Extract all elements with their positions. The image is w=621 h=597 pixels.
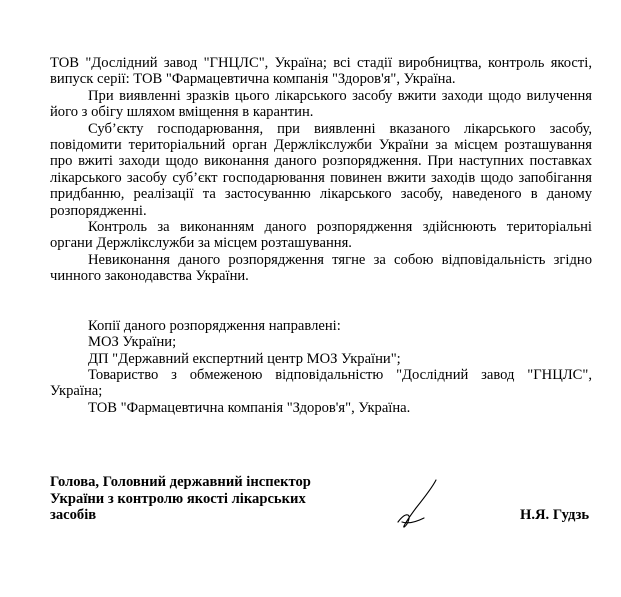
paragraph-quarantine: При виявленні зразків цього лікарського засобу вжити заходи щодо вилучення його з обігу шляхом вміщення в карантин. [50, 87, 592, 121]
copies-heading: Копії даного розпорядження направлені: [88, 317, 341, 334]
copies-item: ДП "Державний експертний центр МОЗ України"; [88, 350, 401, 367]
document-body [50, 55, 592, 416]
signatory-title-line: засобів [50, 507, 97, 524]
paragraph-liability: Невиконання даного розпорядження тягне за собою відповідальність згідно чинного законодавства України. [50, 251, 592, 285]
paragraph-notify: Суб’єкту господарювання, при виявленні вказаного лікарського засобу, повідомити територіальний орган Держлікслужби України за місцем розташування про вжиті заходи щодо виконання даного розпорядження. При наступних поставках лікарського засобу суб’єкт господарювання повинен вжити заходів щодо запобігання придбанню, реалізації та застосуванню лікарського засобу, наведеного в даному розпорядженні. [50, 120, 592, 219]
paragraph-control: Контроль за виконанням даного розпорядження здійснюють територіальні органи Держлікслужби за місцем розташування. [50, 219, 592, 252]
copies-item: Товариство з обмеженою відповідальністю "Дослідний завод "ГНЦЛС", Україна; [50, 366, 592, 400]
handwritten-signature [388, 478, 448, 530]
signatory-title [50, 474, 340, 524]
paragraph-manufacturer: ТОВ "Дослідний завод "ГНЦЛС", Україна; всі стадії виробництва, контроль якості, випуск серії: ТОВ "Фармацевтична компанія "Здоров'я", Україна. [50, 55, 592, 88]
spacer [50, 285, 592, 318]
signatory-title-line: Голова, Головний державний інспектор [50, 474, 311, 490]
signatory-name: Н.Я. Гудзь [520, 507, 590, 523]
signatory-title-line: України з контролю якості лікарських [50, 490, 306, 507]
copies-item: МОЗ України; [88, 334, 177, 351]
copies-item: ТОВ "Фармацевтична компанія "Здоров'я", Україна. [88, 399, 411, 416]
